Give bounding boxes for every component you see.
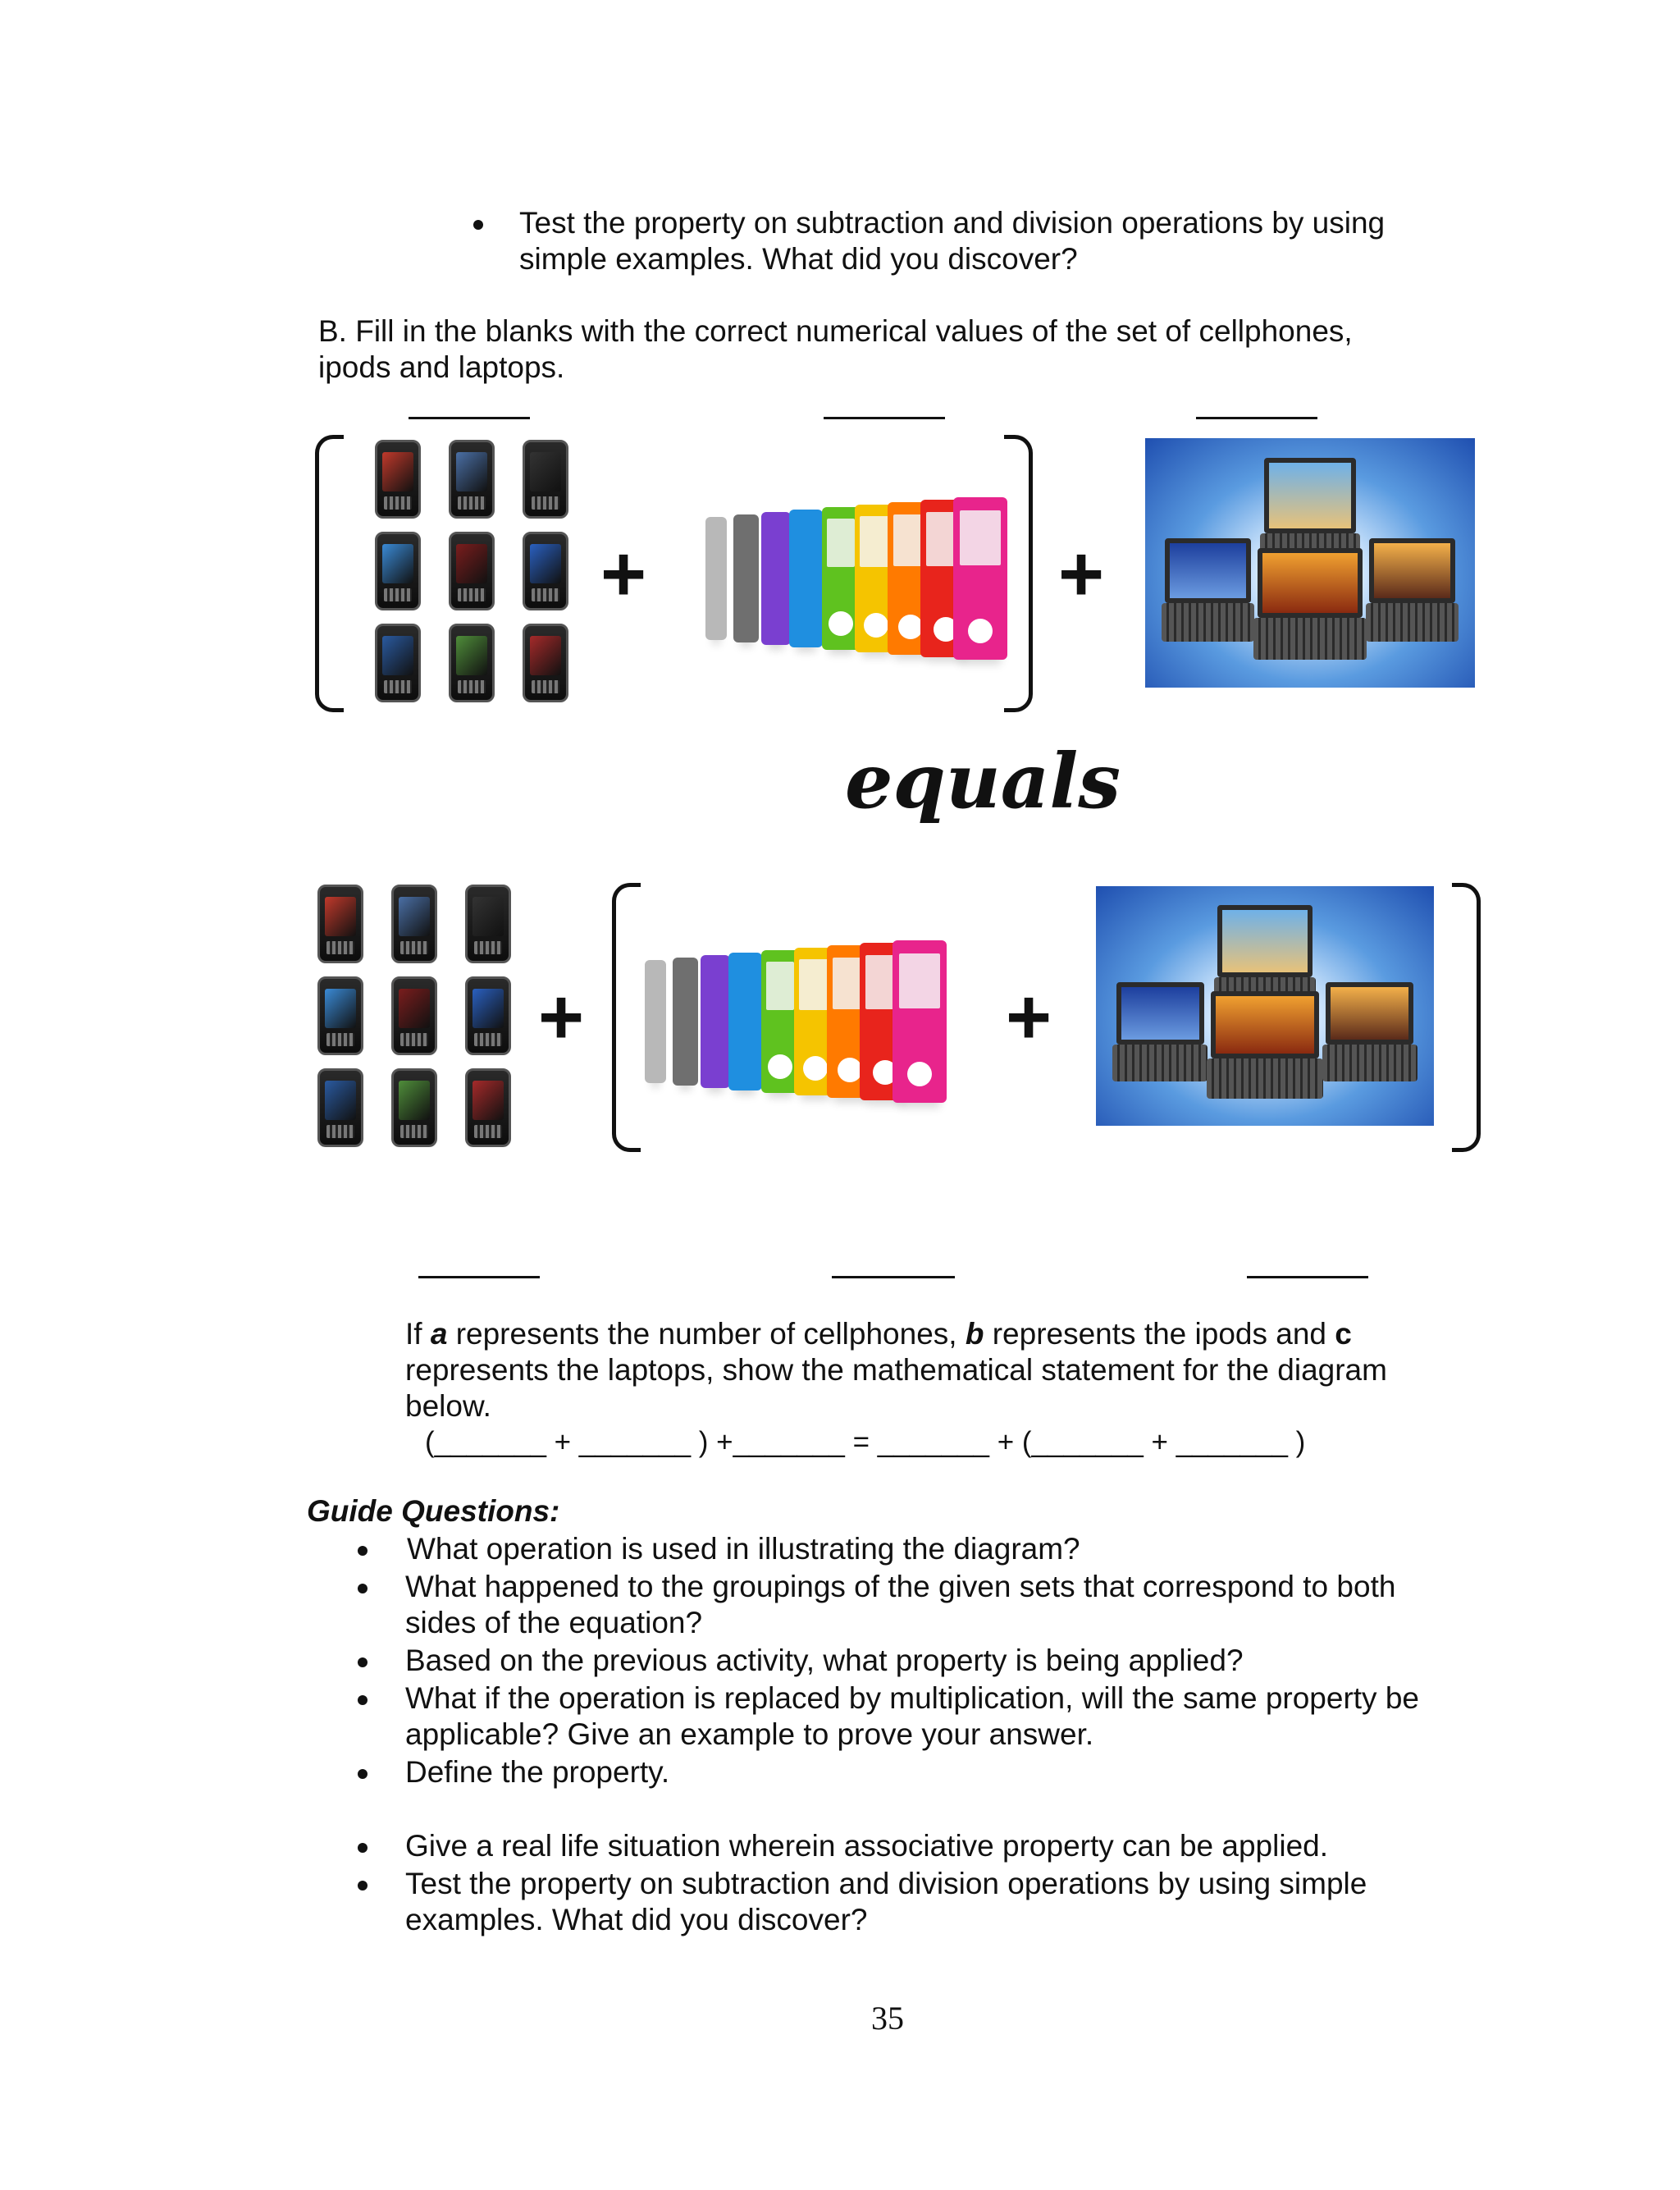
var-b: b xyxy=(965,1317,984,1351)
ipods-set xyxy=(705,484,993,673)
cellphone-picture xyxy=(377,1062,451,1154)
cellphone-picture xyxy=(509,617,582,709)
laptop-picture xyxy=(1326,982,1413,1088)
laptop-picture xyxy=(1165,538,1251,648)
ipod-picture xyxy=(645,960,666,1083)
cellphones-set xyxy=(361,433,582,709)
cellphone-picture xyxy=(509,525,582,617)
cellphone-picture xyxy=(451,970,525,1062)
cellphone-picture xyxy=(304,878,377,970)
blank-ipods-top[interactable] xyxy=(824,417,945,419)
laptops-set xyxy=(1096,886,1434,1126)
cellphone-picture xyxy=(361,617,435,709)
page-number: 35 xyxy=(871,2000,904,2037)
blank-cellphones-top[interactable] xyxy=(409,417,530,419)
laptops-set xyxy=(1145,438,1475,688)
blank-laptops-top[interactable] xyxy=(1196,417,1317,419)
equals-word: equals xyxy=(845,737,1121,825)
cellphones-set xyxy=(304,878,525,1154)
blank-laptops-bottom[interactable] xyxy=(1247,1276,1368,1278)
ipod-picture xyxy=(733,514,759,642)
ipod-picture xyxy=(789,510,823,647)
ipod-picture xyxy=(728,953,762,1090)
guide-question: What if the operation is replaced by multiplication, will the same property be applicable? Give an example to prove your answer. xyxy=(405,1681,1419,1751)
cellphone-picture xyxy=(451,878,525,970)
bullet xyxy=(358,1584,368,1593)
bullet xyxy=(473,220,483,230)
top-bullet-text: Test the property on subtraction and division operations by using simple examples. What did you discover? xyxy=(519,206,1386,276)
laptop-picture xyxy=(1258,548,1363,667)
cellphone-picture xyxy=(361,525,435,617)
guide-question: Give a real life situation wherein associative property can be applied. xyxy=(405,1829,1329,1863)
cellphone-picture xyxy=(304,970,377,1062)
bullet xyxy=(358,1657,368,1667)
guide-question: Define the property. xyxy=(405,1755,670,1789)
guide-question: What happened to the groupings of the given sets that correspond to both sides of the equation? xyxy=(405,1570,1396,1639)
cellphone-picture xyxy=(509,433,582,525)
blank-cellphones-bottom[interactable] xyxy=(418,1276,540,1278)
guide-questions-heading: Guide Questions: xyxy=(307,1494,560,1528)
cellphone-picture xyxy=(435,617,509,709)
instruction-b: B. Fill in the blanks with the correct numerical values of the set of cellphones, ipods and laptops. xyxy=(318,314,1353,384)
left-bracket xyxy=(315,435,344,712)
guide-question: Test the property on subtraction and division operations by using simple examples. What did you discover? xyxy=(405,1867,1367,1936)
statement-text: If a represents the number of cellphones, b represents the ipods and c represents the laptops, show the mathematical statement for the diagram below. xyxy=(405,1317,1387,1423)
laptop-picture xyxy=(1116,982,1204,1088)
plus-sign: + xyxy=(1006,973,1052,1061)
ipod-picture xyxy=(673,958,698,1086)
cellphone-picture xyxy=(435,433,509,525)
ipod-picture xyxy=(892,940,947,1103)
bullet xyxy=(358,1843,368,1853)
cellphone-picture xyxy=(377,970,451,1062)
plus-sign: + xyxy=(538,973,585,1061)
guide-question: Based on the previous activity, what property is being applied? xyxy=(405,1644,1244,1677)
cellphone-picture xyxy=(451,1062,525,1154)
left-bracket xyxy=(612,883,641,1152)
blank-ipods-bottom[interactable] xyxy=(832,1276,955,1278)
bullet xyxy=(358,1695,368,1705)
right-bracket xyxy=(1004,435,1033,712)
cellphone-picture xyxy=(377,878,451,970)
ipod-picture xyxy=(953,497,1007,660)
equation-template[interactable]: (_______ + _______ ) +_______ = _______ + (_______ + _______ ) xyxy=(425,1426,1306,1458)
ipod-picture xyxy=(705,517,727,640)
plus-sign: + xyxy=(1058,530,1105,618)
ipod-picture xyxy=(701,955,730,1088)
ipod-picture xyxy=(761,512,791,645)
cellphone-picture xyxy=(361,433,435,525)
ipods-set xyxy=(645,927,932,1116)
guide-question: What operation is used in illustrating the diagram? xyxy=(407,1532,1080,1566)
var-c: c xyxy=(1335,1317,1352,1351)
laptop-picture xyxy=(1211,991,1319,1105)
var-a: a xyxy=(430,1317,448,1351)
bullet xyxy=(358,1769,368,1779)
plus-sign: + xyxy=(600,530,647,618)
cellphone-picture xyxy=(304,1062,377,1154)
bullet xyxy=(358,1546,368,1556)
cellphone-picture xyxy=(435,525,509,617)
right-bracket xyxy=(1452,883,1481,1152)
laptop-picture xyxy=(1369,538,1455,648)
bullet xyxy=(358,1881,368,1891)
